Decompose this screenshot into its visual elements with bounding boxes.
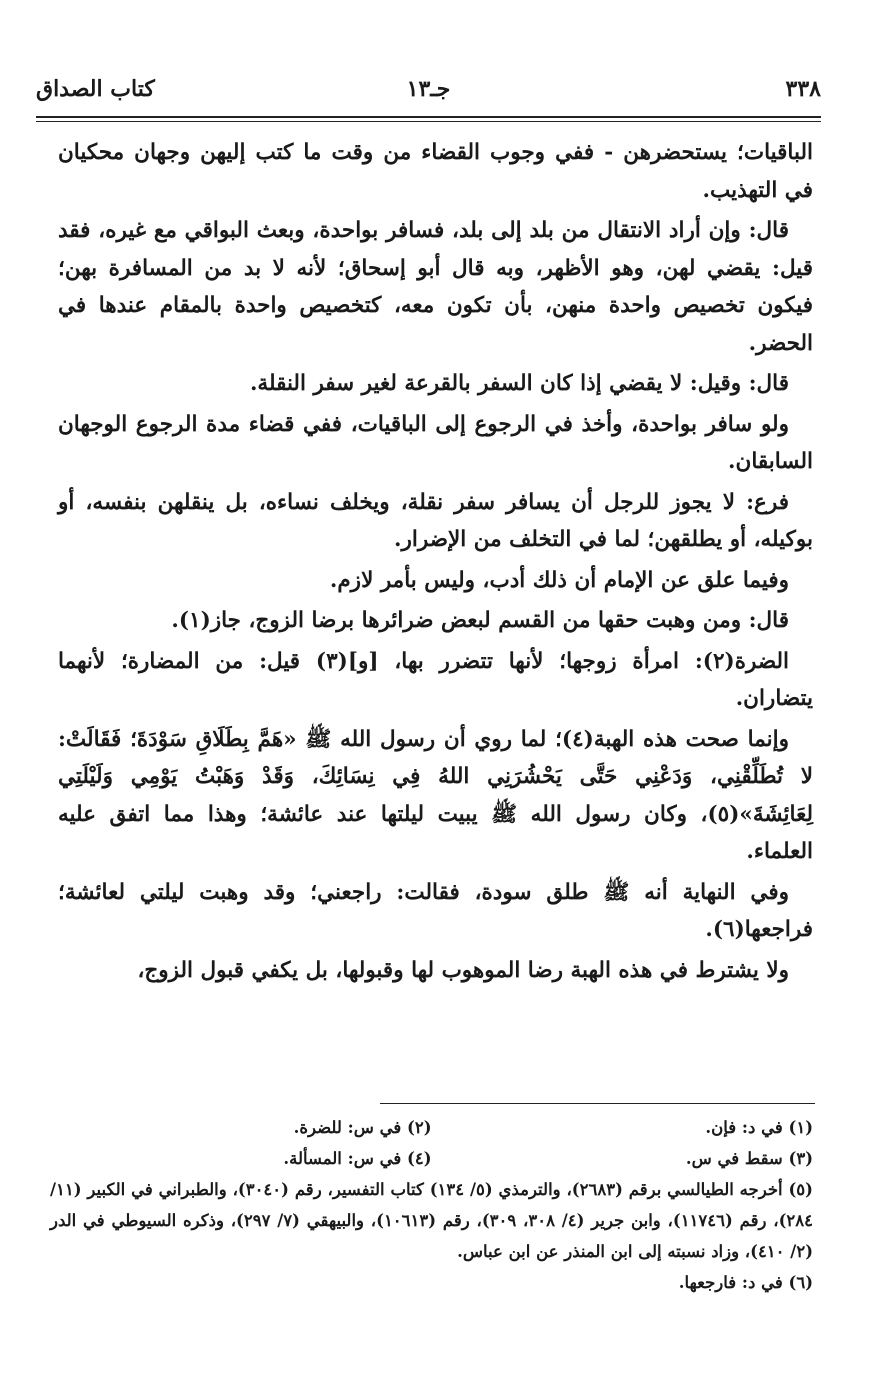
header-rule-thick bbox=[36, 116, 821, 118]
footnote-1: (١) في د: فإن. bbox=[705, 1118, 813, 1137]
volume-number: جـ١٣ bbox=[406, 76, 451, 102]
paragraph: ولا يشترط في هذه الهبة رضا الموهوب لها وقبولها، بل يكفي قبول الزوج، bbox=[137, 957, 789, 983]
paragraph: وإنما صحت هذه الهبة(٤)؛ لما روي أن رسول الله ﷺ «هَمَّ بِطَلَاقِ سَوْدَةَ؛ فَقَالَتْ: لا تُطَلِّقْنِي، وَدَعْنِي حَتَّى يَحْشُرَنِي اللهُ فِي نِسَائِكَ، وَقَدْ وَهَبْتُ يَوْمِي وَلَيْلَتِي لِعَائِشَةَ»(٥)، وكان رسول الله ﷺ يبيت ليلتها عند عائشة؛ وهذا مما اتفق عليه العلماء. bbox=[58, 726, 813, 864]
footnotes bbox=[50, 1112, 813, 1298]
footnote-3: (٣) سقط في س. bbox=[685, 1149, 813, 1168]
body-text bbox=[58, 134, 813, 992]
page-header bbox=[36, 72, 821, 112]
paragraph: وفيما علق عن الإمام أن ذلك أدب، وليس بأمر لازم. bbox=[329, 567, 789, 593]
footnote-row bbox=[50, 1112, 813, 1143]
page-number: ٣٣٨ bbox=[785, 76, 821, 102]
paragraph: قال: وإن أراد الانتقال من بلد إلى بلد، فسافر بواحدة، وبعث البواقي مع غيره، فقد قيل: يقضي لهن، وهو الأظهر، وبه قال أبو إسحاق؛ لأنه لا بد من المسافرة بهن؛ فيكون تخصيص واحدة منهن، بأن تكون معه، كتخصيص واحدة بالمقام عندها في الحضر. bbox=[58, 218, 813, 356]
footnote-separator bbox=[380, 1103, 815, 1104]
paragraph: الضرة(٢): امرأة زوجها؛ لأنها تتضرر بها، [و](٣) قيل: من المضارة؛ لأنهما يتضاران. bbox=[58, 648, 813, 711]
book-title: كتاب الصداق bbox=[36, 76, 155, 102]
paragraph: قال: ومن وهبت حقها من القسم لبعض ضرائرها برضا الزوج، جاز(١). bbox=[171, 608, 789, 633]
paragraph: قال: وقيل: لا يقضي إذا كان السفر بالقرعة لغير سفر النقلة. bbox=[249, 371, 789, 396]
footnote-6: (٦) في د: فارجعها. bbox=[678, 1273, 813, 1292]
footnote-2: (٢) في س: للضرة. bbox=[293, 1118, 432, 1137]
paragraph: فرع: لا يجوز للرجل أن يسافر سفر نقلة، ويخلف نساءه، بل ينقلهن بنفسه، أو بوكيله، أو يطلقهن؛ لما في التخلف من الإضرار. bbox=[58, 489, 813, 552]
header-rule-thin bbox=[36, 121, 821, 122]
paragraph: ولو سافر بواحدة، وأخذ في الرجوع إلى الباقيات، ففي قضاء مدة الرجوع الوجهان السابقان. bbox=[58, 411, 813, 474]
footnote-4: (٤) في س: المسألة. bbox=[283, 1149, 432, 1168]
paragraph: الباقيات؛ يستحضرهن - ففي وجوب القضاء من وقت ما كتب إليهن وجهان محكيان في التهذيب. bbox=[58, 140, 813, 203]
footnote-row bbox=[50, 1143, 813, 1174]
paragraph: وفي النهاية أنه ﷺ طلق سودة، فقالت: راجعني؛ وقد وهبت ليلتي لعائشة؛ فراجعها(٦). bbox=[58, 879, 813, 942]
footnote-5: (٥) أخرجه الطيالسي برقم (٢٦٨٣)، والترمذي (٥/ ١٣٤) كتاب التفسير، رقم (٣٠٤٠)، والطبراني في الكبير (١١/ ٢٨٤)، رقم (١١٧٤٦)، وابن جرير (٤/ ٣٠٨، ٣٠٩)، رقم (١٠٦١٣)، والبيهقي (٧/ ٢٩٧)، وذكره السيوطي في الدر (٢/ ٤١٠)، وزاد نسبته إلى ابن المنذر عن ابن عباس. bbox=[50, 1180, 813, 1261]
